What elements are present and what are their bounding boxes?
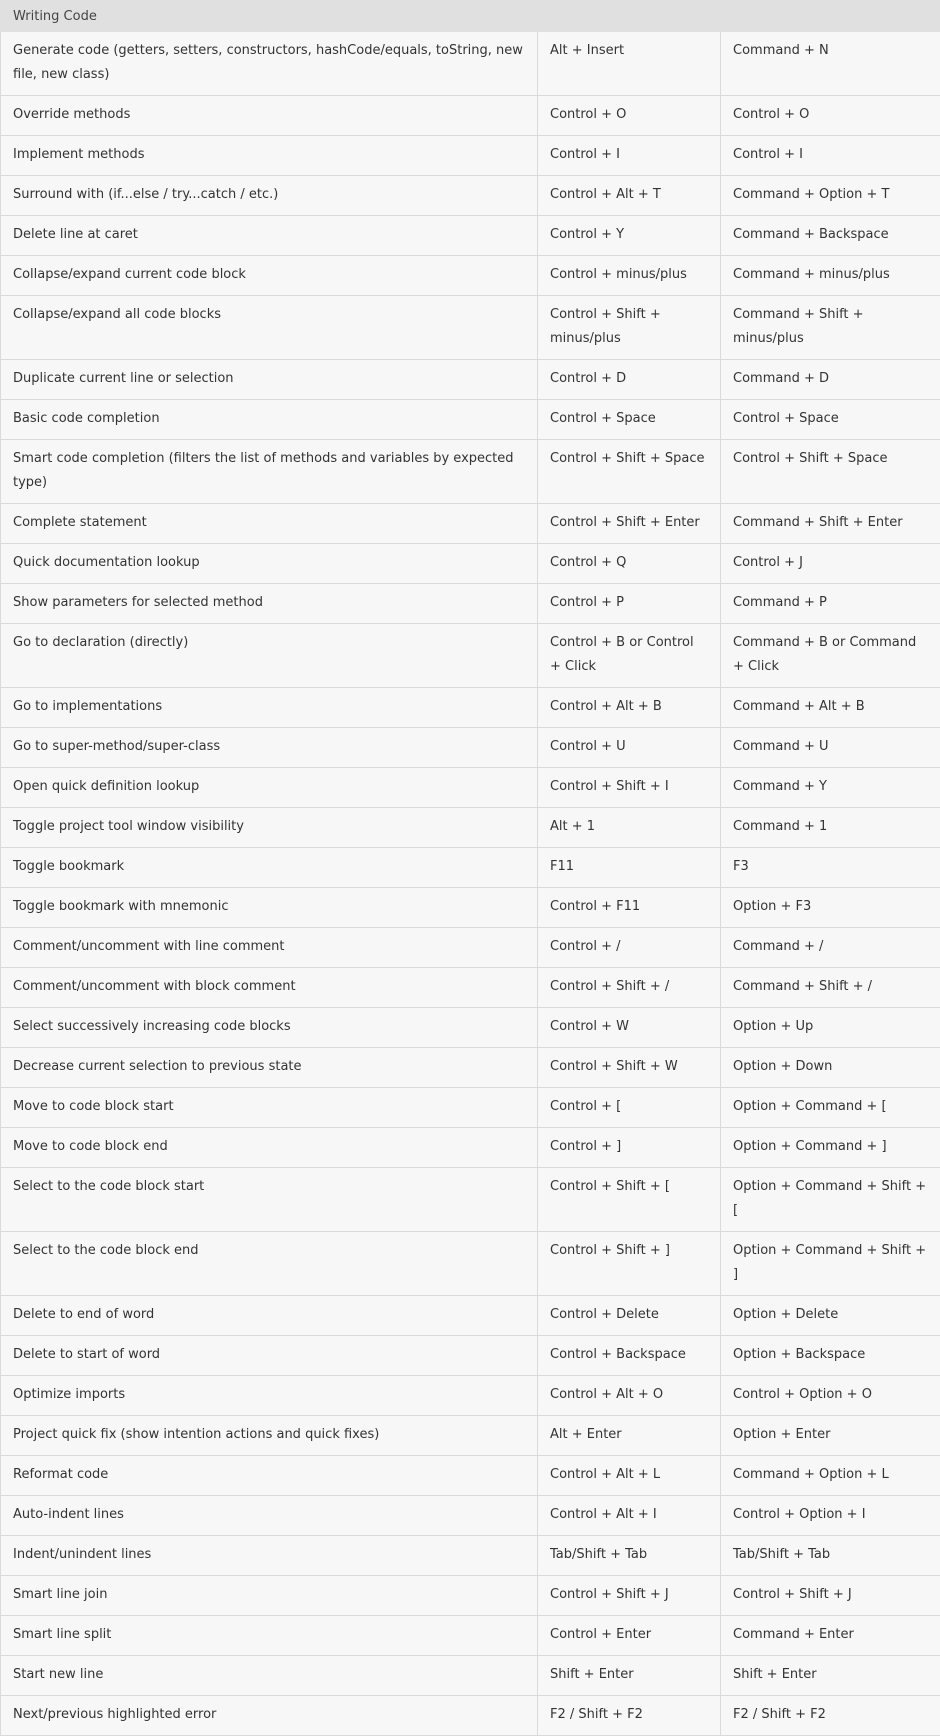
mac-shortcut-cell: Shift + Enter <box>721 1656 940 1696</box>
mac-shortcut-cell: F2 / Shift + F2 <box>721 1696 940 1736</box>
action-cell: Select successively increasing code blocks <box>1 1008 538 1048</box>
mac-shortcut-cell: Command + Shift + Enter <box>721 504 940 544</box>
mac-shortcut-cell: Option + Enter <box>721 1416 940 1456</box>
mac-shortcut-cell: Command + N <box>721 32 940 96</box>
windows-linux-shortcut-cell: Control + Alt + L <box>538 1456 721 1496</box>
windows-linux-shortcut-cell: Control + Shift + J <box>538 1576 721 1616</box>
mac-shortcut-cell: Option + Command + ] <box>721 1128 940 1168</box>
action-cell: Toggle bookmark with mnemonic <box>1 888 538 928</box>
mac-shortcut-cell: Option + Command + Shift + [ <box>721 1168 940 1232</box>
action-cell: Comment/uncomment with block comment <box>1 968 538 1008</box>
mac-shortcut-cell: Command + P <box>721 584 940 624</box>
table-row <box>1 1416 940 1456</box>
windows-linux-shortcut-cell: Control + I <box>538 136 721 176</box>
table-row <box>1 176 940 216</box>
action-cell: Select to the code block start <box>1 1168 538 1232</box>
action-cell: Go to declaration (directly) <box>1 624 538 688</box>
table-row <box>1 256 940 296</box>
mac-shortcut-cell: Command + / <box>721 928 940 968</box>
mac-shortcut-cell: Option + Down <box>721 1048 940 1088</box>
action-cell: Surround with (if...else / try...catch / etc.) <box>1 176 538 216</box>
windows-linux-shortcut-cell: Control + Shift + Enter <box>538 504 721 544</box>
action-cell: Move to code block start <box>1 1088 538 1128</box>
action-cell: Smart code completion (filters the list of methods and variables by expected type) <box>1 440 538 504</box>
action-cell: Delete to start of word <box>1 1336 538 1376</box>
windows-linux-shortcut-cell: Control + Shift + W <box>538 1048 721 1088</box>
mac-shortcut-cell: Option + Backspace <box>721 1336 940 1376</box>
mac-shortcut-cell: Option + Command + [ <box>721 1088 940 1128</box>
mac-shortcut-cell: Command + Y <box>721 768 940 808</box>
windows-linux-shortcut-cell: Control + Shift + Space <box>538 440 721 504</box>
table-row <box>1 1376 940 1416</box>
shortcuts-table-body <box>1 32 940 1736</box>
windows-linux-shortcut-cell: Control + Shift + [ <box>538 1168 721 1232</box>
windows-linux-shortcut-cell: Control + Alt + B <box>538 688 721 728</box>
windows-linux-shortcut-cell: Control + Backspace <box>538 1336 721 1376</box>
windows-linux-shortcut-cell: Control + Q <box>538 544 721 584</box>
table-row <box>1 768 940 808</box>
mac-shortcut-cell: Control + O <box>721 96 940 136</box>
action-cell: Go to implementations <box>1 688 538 728</box>
mac-shortcut-cell: Tab/Shift + Tab <box>721 1536 940 1576</box>
action-cell: Start new line <box>1 1656 538 1696</box>
action-cell: Generate code (getters, setters, constructors, hashCode/equals, toString, new file, new class) <box>1 32 538 96</box>
table-row <box>1 1496 940 1536</box>
table-row <box>1 1128 940 1168</box>
mac-shortcut-cell: Option + F3 <box>721 888 940 928</box>
table-row <box>1 216 940 256</box>
table-row <box>1 32 940 96</box>
action-cell: Comment/uncomment with line comment <box>1 928 538 968</box>
table-row <box>1 1048 940 1088</box>
mac-shortcut-cell: Command + Shift + minus/plus <box>721 296 940 360</box>
table-row <box>1 848 940 888</box>
table-row <box>1 1232 940 1296</box>
action-cell: Duplicate current line or selection <box>1 360 538 400</box>
mac-shortcut-cell: Control + Shift + Space <box>721 440 940 504</box>
mac-shortcut-cell: F3 <box>721 848 940 888</box>
table-row <box>1 888 940 928</box>
mac-shortcut-cell: Control + Space <box>721 400 940 440</box>
windows-linux-shortcut-cell: Control + Shift + I <box>538 768 721 808</box>
action-cell: Override methods <box>1 96 538 136</box>
action-cell: Toggle bookmark <box>1 848 538 888</box>
windows-linux-shortcut-cell: Control + W <box>538 1008 721 1048</box>
action-cell: Collapse/expand all code blocks <box>1 296 538 360</box>
action-cell: Complete statement <box>1 504 538 544</box>
table-row <box>1 928 940 968</box>
windows-linux-shortcut-cell: Control + U <box>538 728 721 768</box>
table-row <box>1 688 940 728</box>
table-row <box>1 504 940 544</box>
action-cell: Go to super-method/super-class <box>1 728 538 768</box>
action-cell: Select to the code block end <box>1 1232 538 1296</box>
windows-linux-shortcut-cell: Control + Delete <box>538 1296 721 1336</box>
windows-linux-shortcut-cell: Control + Alt + O <box>538 1376 721 1416</box>
table-row <box>1 584 940 624</box>
action-cell: Next/previous highlighted error <box>1 1696 538 1736</box>
table-row <box>1 96 940 136</box>
windows-linux-shortcut-cell: Alt + Enter <box>538 1416 721 1456</box>
table-row <box>1 1336 940 1376</box>
action-cell: Show parameters for selected method <box>1 584 538 624</box>
windows-linux-shortcut-cell: Alt + 1 <box>538 808 721 848</box>
windows-linux-shortcut-cell: Control + / <box>538 928 721 968</box>
table-row <box>1 1536 940 1576</box>
mac-shortcut-cell: Command + B or Command + Click <box>721 624 940 688</box>
mac-shortcut-cell: Command + 1 <box>721 808 940 848</box>
mac-shortcut-cell: Control + J <box>721 544 940 584</box>
mac-shortcut-cell: Option + Command + Shift + ] <box>721 1232 940 1296</box>
mac-shortcut-cell: Control + I <box>721 136 940 176</box>
table-row <box>1 1008 940 1048</box>
windows-linux-shortcut-cell: Control + Space <box>538 400 721 440</box>
action-cell: Decrease current selection to previous state <box>1 1048 538 1088</box>
action-cell: Auto-indent lines <box>1 1496 538 1536</box>
table-row <box>1 136 940 176</box>
table-row <box>1 400 940 440</box>
section-header-row <box>1 1 940 32</box>
table-row <box>1 296 940 360</box>
table-row <box>1 1088 940 1128</box>
windows-linux-shortcut-cell: F11 <box>538 848 721 888</box>
mac-shortcut-cell: Command + minus/plus <box>721 256 940 296</box>
mac-shortcut-cell: Command + Backspace <box>721 216 940 256</box>
action-cell: Toggle project tool window visibility <box>1 808 538 848</box>
windows-linux-shortcut-cell: Control + [ <box>538 1088 721 1128</box>
table-row <box>1 1168 940 1232</box>
mac-shortcut-cell: Command + Alt + B <box>721 688 940 728</box>
windows-linux-shortcut-cell: Control + F11 <box>538 888 721 928</box>
windows-linux-shortcut-cell: Control + B or Control + Click <box>538 624 721 688</box>
mac-shortcut-cell: Control + Option + I <box>721 1496 940 1536</box>
windows-linux-shortcut-cell: Control + Shift + ] <box>538 1232 721 1296</box>
windows-linux-shortcut-cell: Control + Y <box>538 216 721 256</box>
windows-linux-shortcut-cell: Control + Shift + minus/plus <box>538 296 721 360</box>
windows-linux-shortcut-cell: Control + minus/plus <box>538 256 721 296</box>
action-cell: Basic code completion <box>1 400 538 440</box>
mac-shortcut-cell: Option + Up <box>721 1008 940 1048</box>
table-row <box>1 440 940 504</box>
mac-shortcut-cell: Control + Option + O <box>721 1376 940 1416</box>
table-row <box>1 728 940 768</box>
section-title: Writing Code <box>1 1 940 32</box>
action-cell: Delete to end of word <box>1 1296 538 1336</box>
mac-shortcut-cell: Command + Shift + / <box>721 968 940 1008</box>
windows-linux-shortcut-cell: Shift + Enter <box>538 1656 721 1696</box>
mac-shortcut-cell: Command + U <box>721 728 940 768</box>
action-cell: Optimize imports <box>1 1376 538 1416</box>
table-row <box>1 1656 940 1696</box>
windows-linux-shortcut-cell: Control + ] <box>538 1128 721 1168</box>
windows-linux-shortcut-cell: Control + Alt + T <box>538 176 721 216</box>
table-row <box>1 544 940 584</box>
mac-shortcut-cell: Command + D <box>721 360 940 400</box>
table-row <box>1 1456 940 1496</box>
table-row <box>1 1576 940 1616</box>
mac-shortcut-cell: Control + Shift + J <box>721 1576 940 1616</box>
action-cell: Open quick definition lookup <box>1 768 538 808</box>
windows-linux-shortcut-cell: Control + Shift + / <box>538 968 721 1008</box>
mac-shortcut-cell: Command + Enter <box>721 1616 940 1656</box>
action-cell: Indent/unindent lines <box>1 1536 538 1576</box>
mac-shortcut-cell: Command + Option + T <box>721 176 940 216</box>
windows-linux-shortcut-cell: Control + D <box>538 360 721 400</box>
action-cell: Delete line at caret <box>1 216 538 256</box>
table-row <box>1 1296 940 1336</box>
action-cell: Move to code block end <box>1 1128 538 1168</box>
mac-shortcut-cell: Command + Option + L <box>721 1456 940 1496</box>
windows-linux-shortcut-cell: Control + Alt + I <box>538 1496 721 1536</box>
table-row <box>1 808 940 848</box>
action-cell: Reformat code <box>1 1456 538 1496</box>
action-cell: Project quick fix (show intention actions and quick fixes) <box>1 1416 538 1456</box>
action-cell: Quick documentation lookup <box>1 544 538 584</box>
windows-linux-shortcut-cell: Control + P <box>538 584 721 624</box>
table-row <box>1 1696 940 1736</box>
mac-shortcut-cell: Option + Delete <box>721 1296 940 1336</box>
table-row <box>1 360 940 400</box>
windows-linux-shortcut-cell: Control + O <box>538 96 721 136</box>
windows-linux-shortcut-cell: Alt + Insert <box>538 32 721 96</box>
action-cell: Smart line join <box>1 1576 538 1616</box>
windows-linux-shortcut-cell: Control + Enter <box>538 1616 721 1656</box>
table-row <box>1 968 940 1008</box>
windows-linux-shortcut-cell: F2 / Shift + F2 <box>538 1696 721 1736</box>
action-cell: Collapse/expand current code block <box>1 256 538 296</box>
action-cell: Smart line split <box>1 1616 538 1656</box>
action-cell: Implement methods <box>1 136 538 176</box>
windows-linux-shortcut-cell: Tab/Shift + Tab <box>538 1536 721 1576</box>
table-row <box>1 624 940 688</box>
table-row <box>1 1616 940 1656</box>
